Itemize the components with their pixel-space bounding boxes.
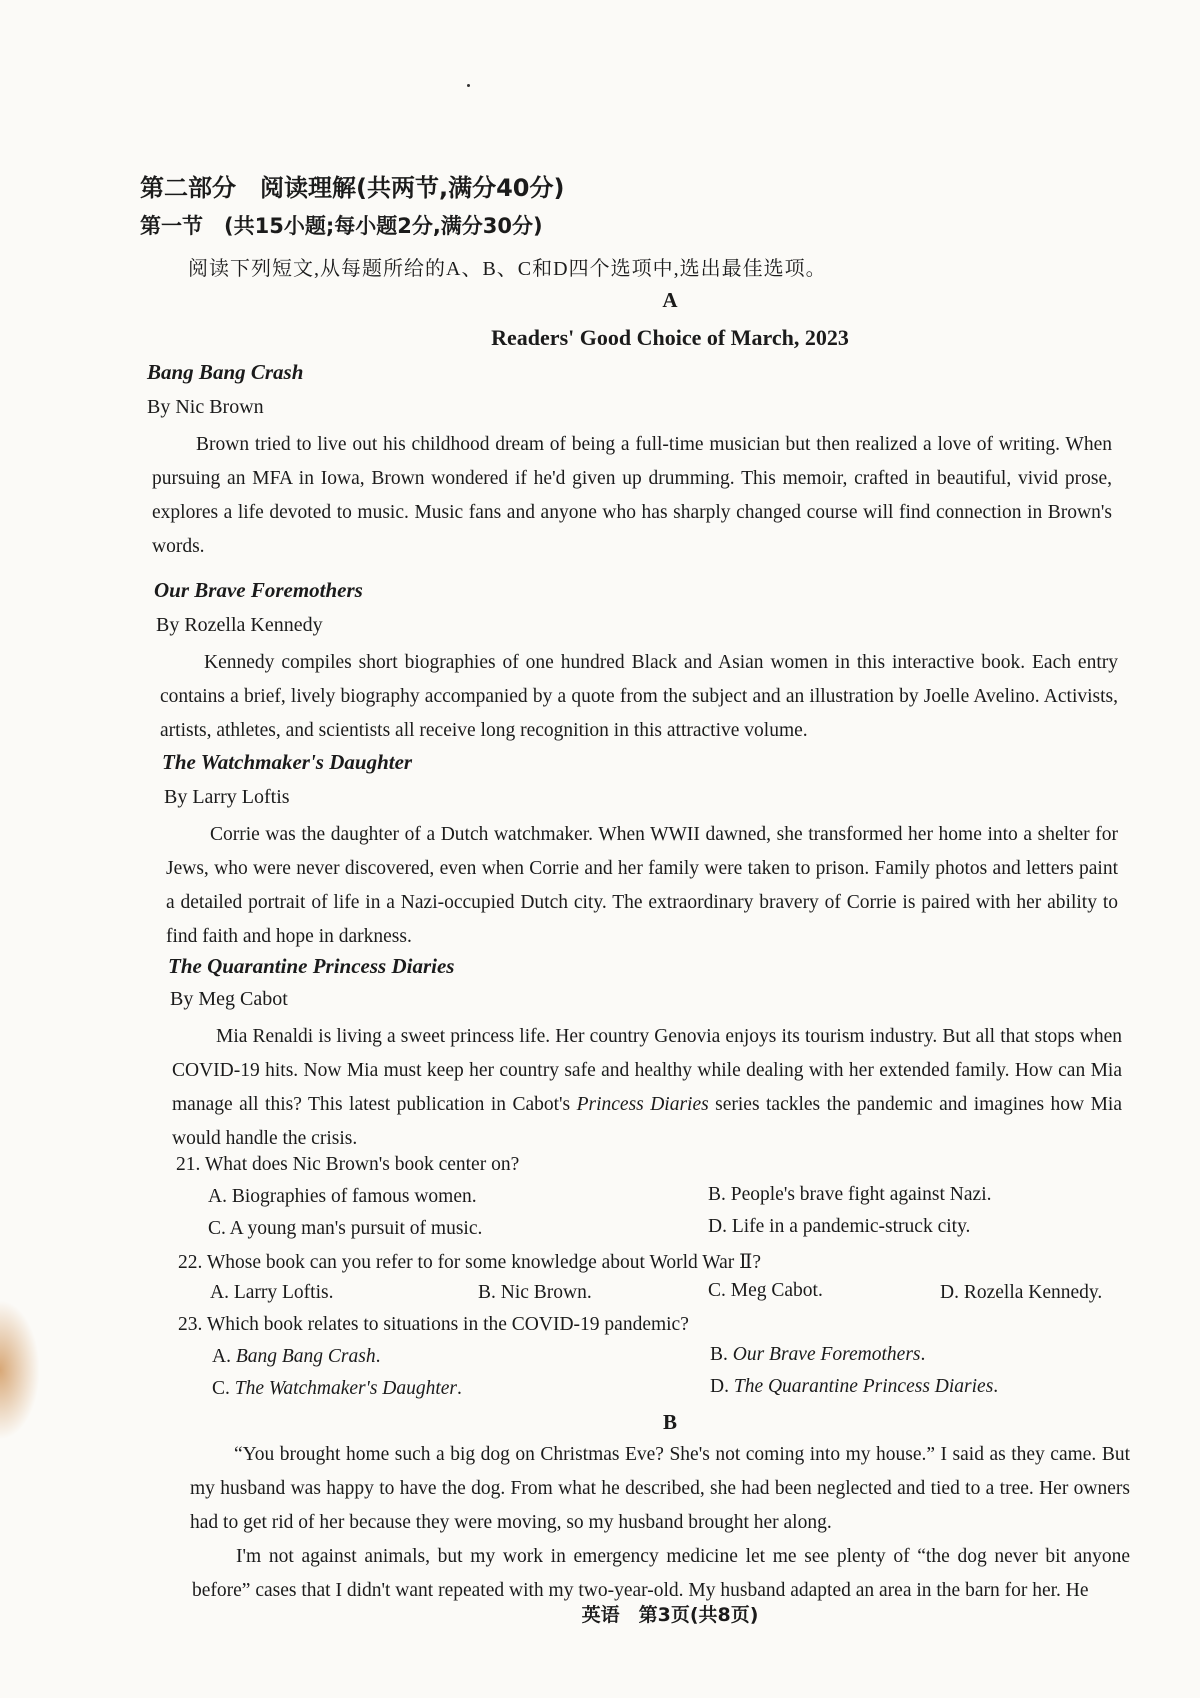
option-a: A. Biographies of famous women. bbox=[208, 1186, 477, 1207]
part-title: 第二部分 阅读理解(共两节,满分40分) bbox=[140, 174, 565, 202]
section-title: 第一节 (共15小题;每小题2分,满分30分) bbox=[140, 214, 543, 238]
book-author: By Larry Loftis bbox=[164, 786, 290, 808]
passage-a-letter: A bbox=[662, 288, 678, 312]
option-c: C. Meg Cabot. bbox=[708, 1280, 823, 1301]
book-description: Brown tried to live out his childhood dream of being a full-time musician but then realized a love of writing. When pursuing an MFA in Iowa, Brown wondered if he'd given up drumming. This memoir, crafted in beautiful, vivid prose, explores a life devoted to music. Music fans and anyone who has sharply changed course will find connection in Brown's words. bbox=[152, 434, 1112, 557]
option-d: D. Rozella Kennedy. bbox=[940, 1282, 1103, 1303]
book-author: By Meg Cabot bbox=[170, 988, 288, 1010]
option-a: A. Larry Loftis. bbox=[210, 1282, 334, 1303]
book-description: Corrie was the daughter of a Dutch watchmaker. When WWII dawned, she transformed her home into a shelter for Jews, who were never discovered, even when Corrie and her family were taken to prison. Family photos and letters paint a detailed portrait of life in a Nazi-occupied Dutch city. The extraordinary bravery of Corrie is paired with her ability to find faith and hope in darkness. bbox=[166, 824, 1118, 947]
option-b: B. Nic Brown. bbox=[478, 1282, 592, 1303]
book-title: Bang Bang Crash bbox=[147, 360, 304, 384]
question-23: 23. Which book relates to situations in the COVID-19 pandemic? bbox=[178, 1314, 689, 1335]
option-c: C. The Watchmaker's Daughter. bbox=[212, 1378, 462, 1399]
option-d: D. Life in a pandemic-struck city. bbox=[708, 1216, 971, 1237]
option-c: C. A young man's pursuit of music. bbox=[208, 1218, 483, 1239]
option-a: A. Bang Bang Crash. bbox=[212, 1346, 381, 1367]
option-d: D. The Quarantine Princess Diaries. bbox=[710, 1376, 999, 1397]
speck bbox=[467, 84, 470, 87]
option-b: B. People's brave fight against Nazi. bbox=[708, 1184, 992, 1205]
question-21: 21. What does Nic Brown's book center on? bbox=[176, 1154, 520, 1175]
book-title: The Watchmaker's Daughter bbox=[162, 750, 413, 774]
book-description: Mia Renaldi is living a sweet princess life. Her country Genovia enjoys its tourism industry. But all that stops when COVID-19 hits. Now Mia must keep her country safe and healthy while dealing with her extended family. How can Mia manage all this? This latest publication in Cabot's Princess Diaries series tackles the pandemic and imagines how Mia would handle the crisis. bbox=[172, 1026, 1123, 1149]
question-22: 22. Whose book can you refer to for some knowledge about World War Ⅱ? bbox=[178, 1252, 762, 1273]
passage-b-paragraph: I'm not against animals, but my work in emergency medicine let me see plenty of “the dog never bit anyone before” cases that I didn't want repeated with my two-year-old. My husband adapted an area in the barn for her. He bbox=[192, 1546, 1130, 1601]
book-author: By Nic Brown bbox=[147, 396, 264, 418]
passage-a-title: Readers' Good Choice of March, 2023 bbox=[491, 325, 849, 350]
instruction: 阅读下列短文,从每题所给的A、B、C和D四个选项中,选出最佳选项。 bbox=[188, 258, 827, 280]
passage-b-letter: B bbox=[662, 1410, 677, 1434]
book-title: Our Brave Foremothers bbox=[154, 578, 363, 602]
page-footer: 英语 第3页(共8页) bbox=[581, 1604, 759, 1626]
passage-b-paragraph: “You brought home such a big dog on Christmas Eve? She's not coming into my house.” I said as they came. But my husband was happy to have the dog. From what he described, she had been neglected and tied to a tree. Her owners had to get rid of her because they were moving, so my husband brought her along. bbox=[190, 1444, 1130, 1533]
book-author: By Rozella Kennedy bbox=[156, 614, 323, 636]
book-description: Kennedy compiles short biographies of one hundred Black and Asian women in this interactive book. Each entry contains a brief, lively biography accompanied by a quote from the subject and an illustration by Joelle Avelino. Activists, artists, athletes, and scientists all receive long recognition in this attractive volume. bbox=[160, 652, 1118, 741]
book-title: The Quarantine Princess Diaries bbox=[168, 954, 455, 978]
option-b: B. Our Brave Foremothers. bbox=[710, 1344, 926, 1365]
